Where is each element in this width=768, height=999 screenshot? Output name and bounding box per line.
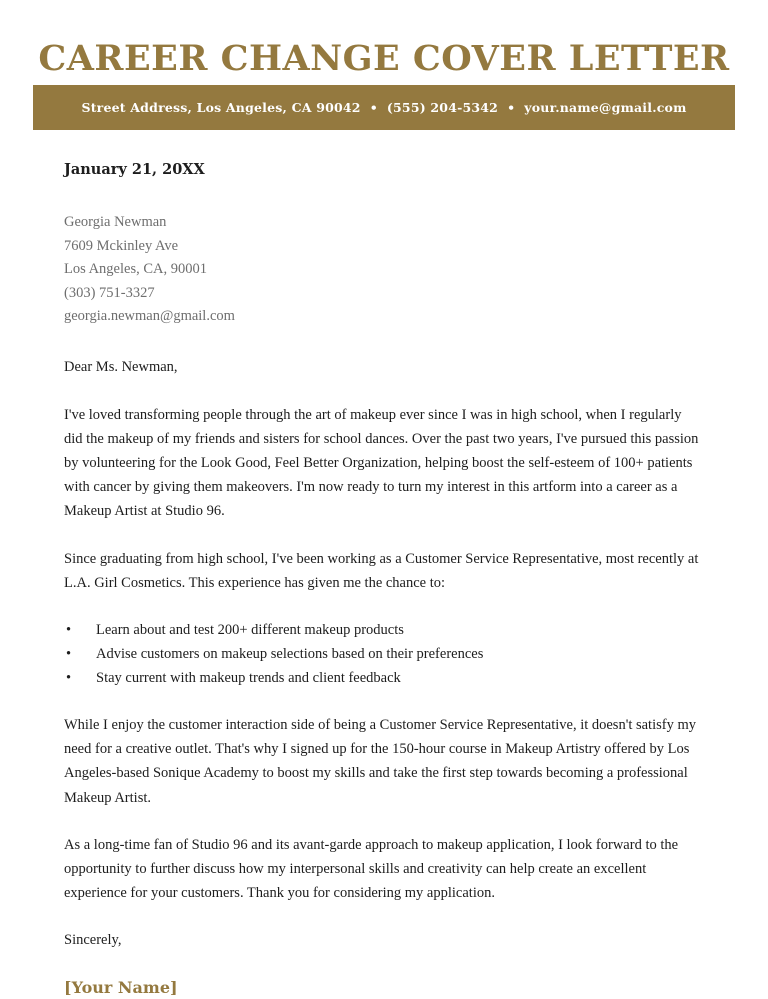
contact-email: your.name@gmail.com bbox=[524, 100, 687, 115]
signature-name: [Your Name] bbox=[64, 978, 178, 998]
paragraph-4: As a long-time fan of Studio 96 and its avant-garde approach to makeup application, I look forward to the opportunity to further discuss how my interpersonal skills and creativity can help create an excellent experience for your customers. Thank you for considering my application. bbox=[64, 836, 679, 902]
list-item bbox=[64, 666, 702, 690]
letter-body bbox=[64, 160, 702, 999]
closing-line: Sincerely, bbox=[64, 932, 122, 949]
bullet-marker-icon: • bbox=[66, 669, 72, 686]
bullet-marker-icon: • bbox=[66, 621, 72, 638]
contact-band bbox=[33, 85, 735, 130]
list-item-label: Learn about and test 200+ different makeup products bbox=[96, 621, 404, 638]
list-item-label: Stay current with makeup trends and client feedback bbox=[96, 669, 401, 686]
salutation: Dear Ms. Newman, bbox=[64, 358, 178, 375]
achievement-list bbox=[64, 618, 702, 690]
paragraph-2: Since graduating from high school, I've been working as a Customer Service Representative, most recently at L.A. Girl Cosmetics. This experience has given me the chance to: bbox=[64, 550, 699, 591]
list-item-label: Advise customers on makeup selections based on their preferences bbox=[96, 645, 484, 662]
recipient-city: Los Angeles, CA, 90001 bbox=[64, 261, 207, 277]
recipient-street: 7609 Mckinley Ave bbox=[64, 237, 179, 254]
page-title: CAREER CHANGE COVER LETTER bbox=[38, 38, 730, 79]
contact-separator-2: • bbox=[507, 100, 516, 115]
list-item bbox=[64, 642, 702, 666]
contact-address: Street Address, Los Angeles, CA 90042 bbox=[81, 100, 361, 115]
recipient-name: Georgia Newman bbox=[64, 214, 167, 230]
paragraph-1: I've loved transforming people through the art of makeup ever since I was in high school, when I regularly did the makeup of my friends and sisters for school dances. Over the past two years, I've pursued this passion by volunteering for the Look Good, Feel Better Organization, helping boost the self-esteem of 100+ patients with cancer by giving them makeovers. I'm now ready to turn my interest in this artform into a career as a Makeup Artist at Studio 96. bbox=[64, 406, 699, 520]
contact-separator-1: • bbox=[369, 100, 378, 115]
recipient-phone: (303) 751-3327 bbox=[64, 284, 155, 301]
recipient-email: georgia.newman@gmail.com bbox=[64, 308, 235, 324]
paragraph-3: While I enjoy the customer interaction side of being a Customer Service Representative, it doesn't satisfy my need for a creative outlet. That's why I signed up for the 150-hour course in Makeup Artistry offered by Los Angeles-based Sonique Academy to boost my skills and take the first step towards becoming a professional Makeup Artist. bbox=[64, 716, 696, 806]
letter-date: January 21, 20XX bbox=[64, 161, 205, 178]
contact-phone: (555) 204-5342 bbox=[386, 100, 499, 115]
contact-line bbox=[81, 100, 686, 115]
recipient-block bbox=[64, 211, 702, 329]
list-item bbox=[64, 618, 702, 642]
bullet-marker-icon: • bbox=[66, 645, 72, 662]
